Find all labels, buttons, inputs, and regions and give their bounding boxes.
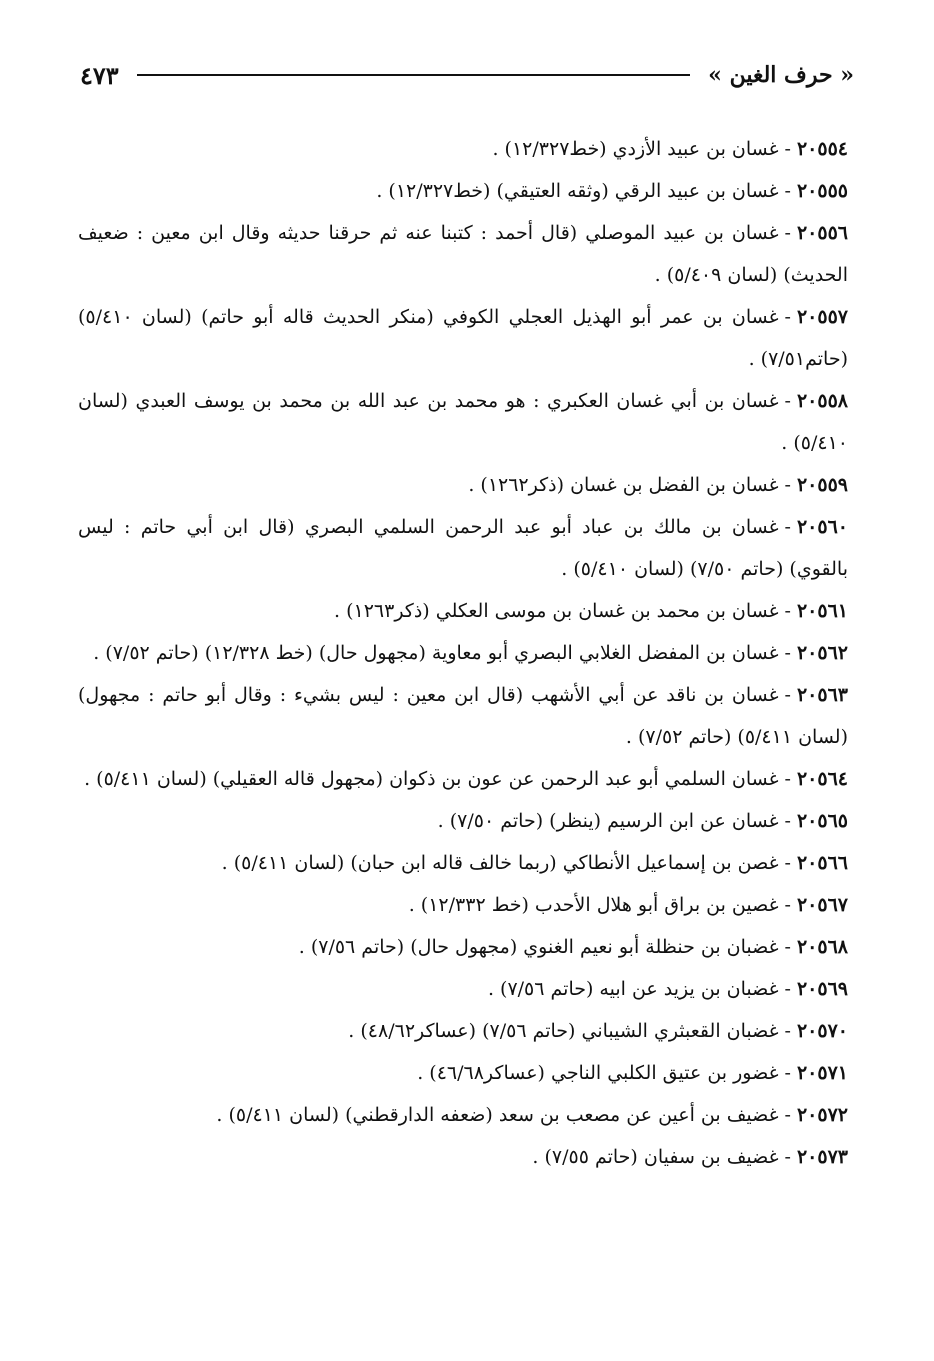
entry-text: غسان بن محمد بن غسان بن موسى العكلي (ذكر١٢٦٣) .	[333, 600, 779, 622]
entry-20558	[78, 380, 848, 464]
entry-number: ٢٠٥٧٠	[796, 1020, 848, 1042]
entry-number: ٢٠٥٥٥	[796, 180, 848, 202]
entry-dash: -	[784, 1104, 791, 1126]
entry-text: غسان بن الفضل بن غسان (ذكر١٢٦٢) .	[468, 474, 779, 496]
entry-dash: -	[784, 894, 791, 916]
entry-number: ٢٠٥٦٤	[796, 768, 848, 790]
entry-text: غسان السلمي أبو عبد الرحمن عن عون بن ذكوان (مجهول قاله العقيلي) (لسان ٥/٤١١) .	[84, 768, 779, 790]
entry-number: ٢٠٥٦٨	[796, 936, 848, 958]
entry-number: ٢٠٥٦٢	[796, 642, 848, 664]
entry-text: غسان عن ابن الرسيم (ينظر) (حاتم ٧/٥٠) .	[437, 810, 779, 832]
entry-number: ٢٠٥٦٩	[796, 978, 848, 1000]
entry-text: غصن بن إسماعيل الأنطاكي (ربما خالف قاله ابن حبان) (لسان ٥/٤١١) .	[221, 852, 779, 874]
entry-20557	[78, 296, 848, 380]
entry-number: ٢٠٥٥٤	[796, 138, 848, 160]
entry-dash: -	[784, 516, 791, 538]
entry-20562	[78, 632, 848, 674]
entry-dash: -	[784, 642, 791, 664]
entry-text: غضبان بن حنظلة أبو نعيم الغنوي (مجهول حال) (حاتم ٧/٥٦) .	[298, 936, 779, 958]
entry-text: غسان بن عبيد الرقي (وثقه العتيقي) (خط١٢/٣٢٧) .	[376, 180, 779, 202]
entry-20565	[78, 800, 848, 842]
entry-number: ٢٠٥٦٠	[796, 516, 848, 538]
entry-dash: -	[784, 474, 791, 496]
entry-20563	[78, 674, 848, 758]
entry-text: غسان بن عبيد الأزدي (خط١٢/٣٢٧) .	[492, 138, 779, 160]
page-number: ٤٧٣	[80, 60, 119, 90]
entry-dash: -	[784, 306, 791, 328]
entry-text: غسان بن أبي غسان العكبري : هو محمد بن عبد الله بن محمد بن يوسف العبدي (لسان ٥/٤١٠) .	[78, 390, 848, 454]
entry-number: ٢٠٥٥٧	[796, 306, 848, 328]
entry-text: غسان بن ناقد عن أبي الأشهب (قال ابن معين : ليس بشيء : وقال أبو حاتم : مجهول) (لسان ٥/٤١١) (حاتم ٧/٥٢) .	[78, 684, 848, 748]
entry-20570	[78, 1010, 848, 1052]
entry-text: غسان بن عبيد الموصلي (قال أحمد : كتبنا عنه ثم حرقنا حديثه وقال ابن معين : ضعيف الحديث) (لسان ٥/٤٠٩) .	[78, 222, 848, 286]
entry-dash: -	[784, 1146, 791, 1168]
entry-20561	[78, 590, 848, 632]
entry-dash: -	[784, 600, 791, 622]
entry-20568	[78, 926, 848, 968]
entry-text: غسان بن مالك بن عباد أبو عبد الرحمن السلمي البصري (قال ابن أبي حاتم : ليس بالقوي) (حاتم ٧/٥٠) (لسان ٥/٤١٠) .	[78, 516, 848, 580]
entry-dash: -	[784, 936, 791, 958]
entry-20572	[78, 1094, 848, 1136]
entry-text: غسان بن المفضل الغلابي البصري أبو معاوية (مجهول حال) (خط ١٢/٣٢٨) (حاتم ٧/٥٢) .	[93, 642, 779, 664]
entry-20555	[78, 170, 848, 212]
entry-dash: -	[784, 1062, 791, 1084]
entry-text: غضور بن عتيق الكلبي الناجي (عساكر٤٦/٦٨) .	[417, 1062, 779, 1084]
entry-number: ٢٠٥٦٧	[796, 894, 848, 916]
entry-text: غضبان بن يزيد عن ابيه (حاتم ٧/٥٦) .	[487, 978, 779, 1000]
entry-dash: -	[784, 852, 791, 874]
entry-20564	[78, 758, 848, 800]
entry-dash: -	[784, 810, 791, 832]
page-header	[80, 58, 854, 92]
entry-number: ٢٠٥٦٦	[796, 852, 848, 874]
entry-text: غضبان القعبثري الشيباني (حاتم ٧/٥٦) (عساكر٤٨/٦٢) .	[348, 1020, 779, 1042]
entries-list	[78, 128, 848, 1178]
entry-dash: -	[784, 1020, 791, 1042]
entry-text: غصين بن براق أبو هلال الأحدب (خط ١٢/٣٣٢) .	[408, 894, 779, 916]
entry-20566	[78, 842, 848, 884]
entry-20560	[78, 506, 848, 590]
entry-20567	[78, 884, 848, 926]
entry-20569	[78, 968, 848, 1010]
entry-number: ٢٠٥٧١	[796, 1062, 848, 1084]
entry-dash: -	[784, 768, 791, 790]
entry-number: ٢٠٥٦١	[796, 600, 848, 622]
entry-dash: -	[784, 978, 791, 1000]
entry-number: ٢٠٥٥٦	[796, 222, 848, 244]
entry-number: ٢٠٥٧٣	[796, 1146, 848, 1168]
entry-text: غسان بن عمر أبو الهذيل العجلي الكوفي (منكر الحديث قاله أبو حاتم) (لسان ٥/٤١٠) (حاتم٧/٥١) .	[78, 306, 848, 370]
entry-20571	[78, 1052, 848, 1094]
entry-20559	[78, 464, 848, 506]
entry-20556	[78, 212, 848, 296]
header-rule	[137, 74, 690, 76]
entry-number: ٢٠٥٥٨	[796, 390, 848, 412]
entry-number: ٢٠٥٥٩	[796, 474, 848, 496]
entry-dash: -	[784, 390, 791, 412]
entry-dash: -	[784, 684, 791, 706]
entry-dash: -	[784, 180, 791, 202]
entry-text: غضيف بن سفيان (حاتم ٧/٥٥) .	[532, 1146, 779, 1168]
entry-20573	[78, 1136, 848, 1178]
entry-20554	[78, 128, 848, 170]
entry-number: ٢٠٥٦٣	[796, 684, 848, 706]
entry-dash: -	[784, 222, 791, 244]
entry-number: ٢٠٥٦٥	[796, 810, 848, 832]
entry-text: غضيف بن أعين عن مصعب بن سعد (ضعفه الدارقطني) (لسان ٥/٤١١) .	[216, 1104, 779, 1126]
entry-dash: -	[784, 138, 791, 160]
running-title: « حرف الغين »	[708, 62, 854, 88]
entry-number: ٢٠٥٧٢	[796, 1104, 848, 1126]
